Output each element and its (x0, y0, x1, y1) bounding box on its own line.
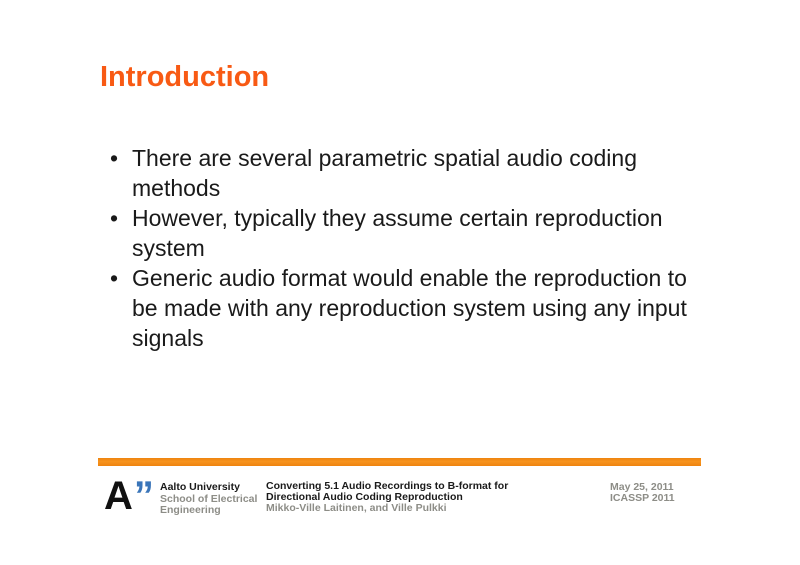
bullet-text: There are several parametric spatial audio coding methods (132, 145, 637, 201)
paper-reference-block (266, 481, 508, 514)
footer-accent-bar (98, 458, 701, 466)
bullet-text: However, typically they assume certain reproduction system (132, 205, 663, 261)
event-block (610, 482, 675, 504)
event-conference: ICASSP 2011 (610, 492, 675, 504)
aalto-logo-quotes-icon: ” (133, 474, 152, 518)
org-department: Engineering (160, 504, 221, 516)
bullet-text: Generic audio format would enable the reproduction to be made with any reproduction system using any input signals (132, 265, 687, 351)
aalto-logo (104, 474, 152, 518)
organization-block (160, 482, 257, 517)
bullet-marker: • (110, 145, 119, 171)
paper-title-line: Converting 5.1 Audio Recordings to B-format for (266, 480, 509, 492)
slide-title: Introduction (100, 61, 270, 93)
paper-title-line: Directional Audio Coding Reproduction (266, 491, 463, 503)
bullet-item (110, 263, 697, 353)
bullet-marker: • (110, 205, 119, 231)
aalto-logo-letter: A (104, 474, 133, 518)
paper-authors: Mikko-Ville Laitinen, and Ville Pulkki (266, 502, 447, 514)
org-school: School of Electrical (160, 492, 258, 505)
bullet-item (110, 203, 697, 263)
bullet-list (110, 143, 697, 353)
bullet-item (110, 143, 697, 203)
bullet-marker: • (110, 265, 119, 291)
event-date: May 25, 2011 (610, 481, 674, 493)
org-name: Aalto University (160, 481, 240, 493)
